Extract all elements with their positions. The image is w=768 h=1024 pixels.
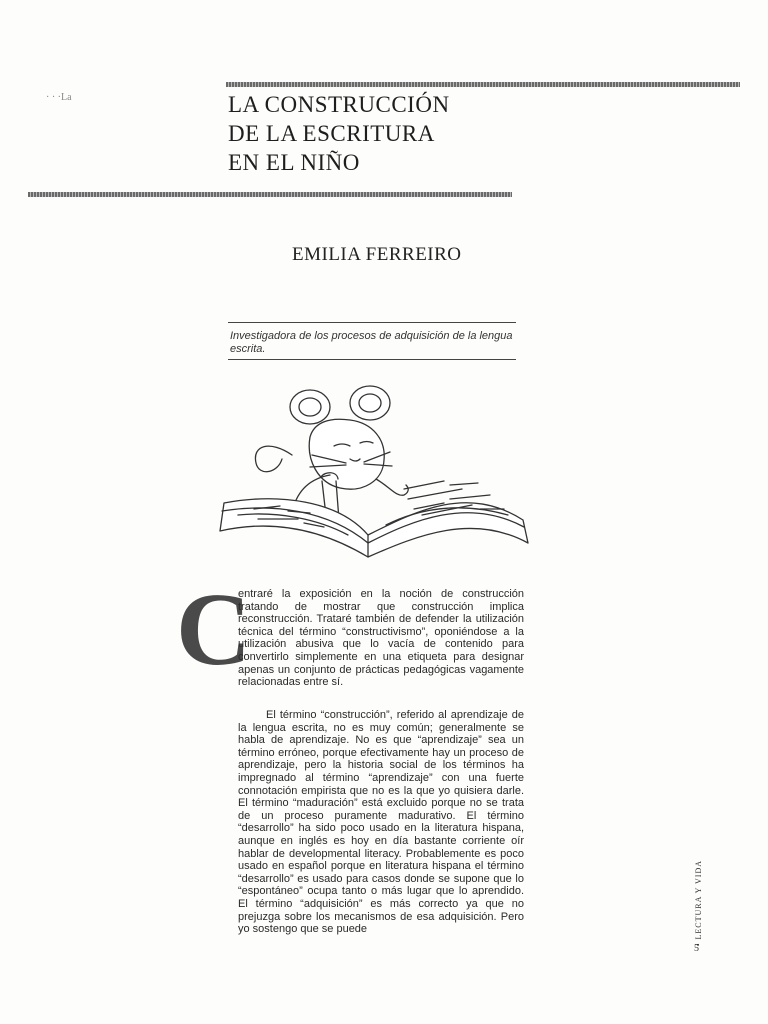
title-line-3: EN EL NIÑO	[228, 150, 360, 175]
mouse-reading-book-illustration	[218, 385, 538, 575]
drop-cap: C	[176, 572, 252, 687]
title-rule-top	[226, 82, 740, 87]
author-name: EMILIA FERREIRO	[292, 244, 462, 265]
affiliation-rule-bottom	[228, 359, 516, 360]
article-title	[228, 90, 450, 177]
margin-mark: · · ·La	[46, 92, 72, 103]
author-affiliation: Investigadora de los procesos de adquisición de la lengua escrita.	[230, 330, 513, 355]
title-line-1: LA CONSTRUCCIÓN	[228, 92, 450, 117]
journal-side-label: • LECTURA Y VIDA	[694, 860, 703, 947]
paragraph-2: El término “construcción”, referido al aprendizaje de la lengua escrita, no es muy común; generalmente se habla de aprendizaje. No es que “aprendizaje” sea un término erróneo, porque efectivamente hay un proceso de aprendizaje, pero la historia social de los términos ha impregnado al término “aprendizaje” con una fuerte connotación empirista que no es la que yo quisiera darle. El término “maduración” está excluido porque no se trata de un proceso puramente madurativo. El término “desarrollo” ha sido poco usado en la literatura hispana, aunque en inglés es hoy en día bastante corriente oír hablar de developmental literacy. Probablemente es poco usado en español porque en literatura hispana el término “desarrollo” es usado para casos donde se supone que lo “espontáneo” ocupa tanto o más lugar que lo aprendido. El término “adquisición” es más correcto ya que no prejuzga sobre los mecanismos de esa adquisición. Pero yo sostengo que se puede	[238, 709, 524, 936]
paragraph-1: entraré la exposición en la noción de construcción tratando de mostrar que construcción implica reconstrucción. Trataré también de defender la utilización técnica del término “constructivismo”, oponiéndose a la utilización abusiva que lo vacía de contenido para convertirlo simplemente en una etiqueta para designar apenas un conjunto de prácticas pedagógicas vagamente relacionadas entre sí.	[238, 588, 524, 689]
title-line-2: DE LA ESCRITURA	[228, 121, 435, 146]
title-rule-bottom	[28, 192, 512, 197]
affiliation-rule-top	[228, 322, 516, 323]
page-number: 5	[694, 943, 699, 954]
